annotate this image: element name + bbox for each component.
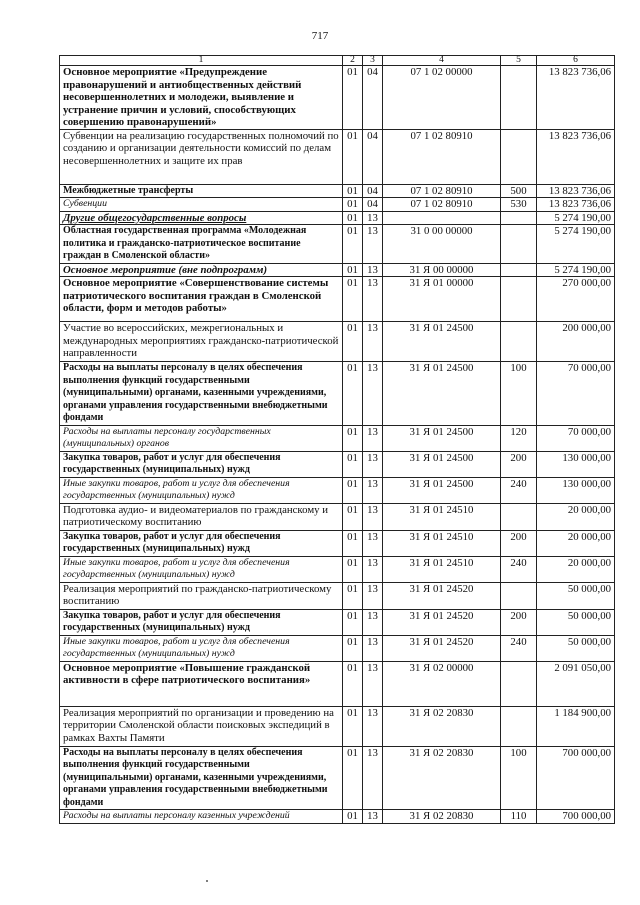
row-name-cell: Расходы на выплаты персоналу казенных учреждений — [60, 810, 343, 824]
row-value-cell-2: 01 — [343, 530, 363, 556]
row-value-cell-3: 04 — [363, 184, 383, 198]
row-value-cell-3: 04 — [363, 66, 383, 130]
row-value-cell-3: 13 — [363, 582, 383, 609]
table-row — [60, 477, 615, 503]
row-value-cell-2: 01 — [343, 362, 363, 426]
row-value-cell-3: 13 — [363, 635, 383, 661]
row-value-cell-3: 13 — [363, 706, 383, 746]
row-value-cell-2: 01 — [343, 582, 363, 609]
row-value-cell-4: 31 Я 00 00000 — [383, 263, 501, 277]
table-row — [60, 225, 615, 264]
scan-speck — [206, 880, 208, 882]
row-value-cell-3: 13 — [363, 277, 383, 322]
row-name-cell: Закупка товаров, работ и услуг для обеспечения государственных (муниципальных) нужд — [60, 451, 343, 477]
row-value-cell-5: 100 — [501, 746, 537, 810]
row-name-cell: Расходы на выплаты персоналу в целях обеспечения выполнения функций государственными (муниципальными) органами, казенными учреждениями, органами управления государственными внебюджетными фондами — [60, 362, 343, 426]
row-value-cell-2: 01 — [343, 635, 363, 661]
row-value-cell-5: 100 — [501, 362, 537, 426]
row-value-cell-2: 01 — [343, 66, 363, 130]
table-row — [60, 503, 615, 530]
row-value-cell-3: 13 — [363, 503, 383, 530]
row-value-cell-5: 240 — [501, 477, 537, 503]
row-value-cell-5 — [501, 225, 537, 264]
row-value-cell-4: 07 1 02 80910 — [383, 198, 501, 212]
row-name-cell: Участие во всероссийских, межрегиональных и международных мероприятиях гражданско-патриотической направленности — [60, 322, 343, 362]
row-value-cell-5 — [501, 211, 537, 225]
row-name-cell: Иные закупки товаров, работ и услуг для обеспечения государственных (муниципальных) нужд — [60, 477, 343, 503]
row-name-cell: Областная государственная программа «Молодежная политика и гражданско-патриотическое воспитание граждан в Смоленской области» — [60, 225, 343, 264]
row-value-cell-2: 01 — [343, 277, 363, 322]
row-value-cell-5 — [501, 706, 537, 746]
row-name-cell: Закупка товаров, работ и услуг для обеспечения государственных (муниципальных) нужд — [60, 530, 343, 556]
row-value-cell-2: 01 — [343, 263, 363, 277]
row-value-cell-2: 01 — [343, 556, 363, 582]
row-value-cell-4: 31 Я 01 24510 — [383, 530, 501, 556]
row-value-cell-2: 01 — [343, 198, 363, 212]
row-value-cell-4: 31 Я 02 00000 — [383, 661, 501, 706]
header-row — [60, 56, 615, 66]
row-value-cell-3: 13 — [363, 530, 383, 556]
row-value-cell-4: 31 Я 01 24500 — [383, 477, 501, 503]
row-name-cell: Реализация мероприятий по гражданско-патриотическому воспитанию — [60, 582, 343, 609]
table-row — [60, 263, 615, 277]
row-value-cell-4: 31 Я 01 24500 — [383, 425, 501, 451]
table-row — [60, 451, 615, 477]
table-row — [60, 556, 615, 582]
row-value-cell-6: 20 000,00 — [537, 503, 615, 530]
table-row — [60, 609, 615, 635]
row-value-cell-6: 130 000,00 — [537, 477, 615, 503]
row-value-cell-3: 04 — [363, 198, 383, 212]
table-row — [60, 706, 615, 746]
table-row — [60, 277, 615, 322]
row-value-cell-5: 200 — [501, 451, 537, 477]
row-value-cell-3: 13 — [363, 211, 383, 225]
row-value-cell-5 — [501, 66, 537, 130]
header-col-4: 4 — [383, 56, 501, 66]
row-name-cell: Межбюджетные трансферты — [60, 184, 343, 198]
table-row — [60, 129, 615, 184]
row-value-cell-2: 01 — [343, 211, 363, 225]
row-name-cell: Другие общегосударственные вопросы — [60, 211, 343, 225]
row-value-cell-2: 01 — [343, 225, 363, 264]
table-row — [60, 746, 615, 810]
header-col-3: 3 — [363, 56, 383, 66]
row-value-cell-6: 700 000,00 — [537, 810, 615, 824]
row-value-cell-2: 01 — [343, 810, 363, 824]
row-name-cell: Реализация мероприятий по организации и проведению на территории Смоленской области поисковых экспедиций в рамках Вахты Памяти — [60, 706, 343, 746]
row-name-cell: Расходы на выплаты персоналу государственных (муниципальных) органов — [60, 425, 343, 451]
row-value-cell-5 — [501, 129, 537, 184]
row-value-cell-5 — [501, 263, 537, 277]
table-row — [60, 198, 615, 212]
row-value-cell-5: 120 — [501, 425, 537, 451]
row-value-cell-3: 13 — [363, 609, 383, 635]
row-value-cell-6: 2 091 050,00 — [537, 661, 615, 706]
row-name-cell: Основное мероприятие «Повышение гражданской активности в сфере патриотического воспитания» — [60, 661, 343, 706]
row-value-cell-3: 13 — [363, 810, 383, 824]
row-value-cell-6: 50 000,00 — [537, 609, 615, 635]
row-value-cell-2: 01 — [343, 322, 363, 362]
row-value-cell-5 — [501, 322, 537, 362]
row-value-cell-4: 31 Я 01 24520 — [383, 609, 501, 635]
row-value-cell-3: 13 — [363, 556, 383, 582]
header-col-2: 2 — [343, 56, 363, 66]
row-value-cell-4: 31 Я 02 20830 — [383, 706, 501, 746]
row-value-cell-4: 07 1 02 00000 — [383, 66, 501, 130]
row-value-cell-2: 01 — [343, 425, 363, 451]
row-value-cell-6: 13 823 736,06 — [537, 66, 615, 130]
row-name-cell: Субвенции на реализацию государственных полномочий по созданию и организации деятельности комиссий по делам несовершеннолетних и защите их прав — [60, 129, 343, 184]
row-value-cell-3: 13 — [363, 263, 383, 277]
row-value-cell-3: 13 — [363, 225, 383, 264]
row-value-cell-2: 01 — [343, 661, 363, 706]
row-value-cell-5 — [501, 277, 537, 322]
row-name-cell: Подготовка аудио- и видеоматериалов по гражданскому и патриотическому воспитанию — [60, 503, 343, 530]
row-name-cell: Закупка товаров, работ и услуг для обеспечения государственных (муниципальных) нужд — [60, 609, 343, 635]
row-value-cell-3: 13 — [363, 322, 383, 362]
row-value-cell-5: 200 — [501, 609, 537, 635]
row-value-cell-6: 5 274 190,00 — [537, 225, 615, 264]
row-value-cell-2: 01 — [343, 503, 363, 530]
row-value-cell-4: 31 Я 02 20830 — [383, 810, 501, 824]
row-value-cell-5 — [501, 503, 537, 530]
row-value-cell-4: 31 Я 01 24500 — [383, 451, 501, 477]
row-value-cell-4 — [383, 211, 501, 225]
row-name-cell: Субвенции — [60, 198, 343, 212]
row-value-cell-6: 20 000,00 — [537, 530, 615, 556]
row-value-cell-4: 31 Я 01 24500 — [383, 362, 501, 426]
row-value-cell-6: 5 274 190,00 — [537, 263, 615, 277]
row-value-cell-2: 01 — [343, 477, 363, 503]
row-value-cell-6: 200 000,00 — [537, 322, 615, 362]
row-value-cell-6: 13 823 736,06 — [537, 129, 615, 184]
table-row — [60, 184, 615, 198]
row-name-cell: Основное мероприятие «Совершенствование системы патриотического воспитания граждан в Смоленской области, форм и методов работы» — [60, 277, 343, 322]
table-row — [60, 661, 615, 706]
row-name-cell: Иные закупки товаров, работ и услуг для обеспечения государственных (муниципальных) нужд — [60, 635, 343, 661]
row-value-cell-3: 04 — [363, 129, 383, 184]
row-value-cell-6: 13 823 736,06 — [537, 198, 615, 212]
row-value-cell-3: 13 — [363, 661, 383, 706]
row-value-cell-6: 70 000,00 — [537, 362, 615, 426]
row-value-cell-5: 500 — [501, 184, 537, 198]
row-value-cell-5: 110 — [501, 810, 537, 824]
row-value-cell-5: 200 — [501, 530, 537, 556]
row-value-cell-4: 31 Я 01 24520 — [383, 635, 501, 661]
header-col-1: 1 — [60, 56, 343, 66]
row-value-cell-4: 31 Я 01 24510 — [383, 503, 501, 530]
row-value-cell-3: 13 — [363, 425, 383, 451]
table-body — [60, 66, 615, 824]
row-value-cell-6: 1 184 900,00 — [537, 706, 615, 746]
row-name-cell: Основное мероприятие «Предупреждение правонарушений и антиобщественных действий несовершеннолетних и молодежи, выявление и устранение причин и условий, способствующих совершению правонарушений» — [60, 66, 343, 130]
row-value-cell-6: 270 000,00 — [537, 277, 615, 322]
table-row — [60, 635, 615, 661]
row-value-cell-2: 01 — [343, 451, 363, 477]
row-name-cell: Расходы на выплаты персоналу в целях обеспечения выполнения функций государственными (муниципальными) органами, казенными учреждениями, органами управления государственными внебюджетными фондами — [60, 746, 343, 810]
budget-table — [59, 55, 615, 824]
page-number: 717 — [311, 30, 329, 42]
row-value-cell-4: 07 1 02 80910 — [383, 129, 501, 184]
row-name-cell: Основное мероприятие (вне подпрограмм) — [60, 263, 343, 277]
row-value-cell-6: 70 000,00 — [537, 425, 615, 451]
row-value-cell-5: 240 — [501, 635, 537, 661]
row-value-cell-6: 50 000,00 — [537, 582, 615, 609]
row-value-cell-6: 50 000,00 — [537, 635, 615, 661]
row-value-cell-4: 07 1 02 80910 — [383, 184, 501, 198]
row-value-cell-6: 5 274 190,00 — [537, 211, 615, 225]
row-value-cell-5: 530 — [501, 198, 537, 212]
row-value-cell-5 — [501, 661, 537, 706]
table-row — [60, 66, 615, 130]
row-value-cell-4: 31 Я 01 24510 — [383, 556, 501, 582]
row-value-cell-2: 01 — [343, 706, 363, 746]
header-col-6: 6 — [537, 56, 615, 66]
table-row — [60, 425, 615, 451]
row-value-cell-4: 31 Я 02 20830 — [383, 746, 501, 810]
row-value-cell-6: 13 823 736,06 — [537, 184, 615, 198]
header-col-5: 5 — [501, 56, 537, 66]
table-row — [60, 322, 615, 362]
row-value-cell-3: 13 — [363, 362, 383, 426]
row-value-cell-5: 240 — [501, 556, 537, 582]
row-value-cell-4: 31 Я 01 24500 — [383, 322, 501, 362]
table-row — [60, 530, 615, 556]
row-value-cell-4: 31 0 00 00000 — [383, 225, 501, 264]
table-row — [60, 211, 615, 225]
table-row — [60, 582, 615, 609]
row-value-cell-2: 01 — [343, 746, 363, 810]
row-name-cell: Иные закупки товаров, работ и услуг для обеспечения государственных (муниципальных) нужд — [60, 556, 343, 582]
row-value-cell-2: 01 — [343, 609, 363, 635]
row-value-cell-5 — [501, 582, 537, 609]
table-row — [60, 362, 615, 426]
row-value-cell-3: 13 — [363, 746, 383, 810]
table-row — [60, 810, 615, 824]
row-value-cell-2: 01 — [343, 129, 363, 184]
row-value-cell-6: 20 000,00 — [537, 556, 615, 582]
row-value-cell-6: 700 000,00 — [537, 746, 615, 810]
row-value-cell-3: 13 — [363, 451, 383, 477]
row-value-cell-3: 13 — [363, 477, 383, 503]
row-value-cell-2: 01 — [343, 184, 363, 198]
row-value-cell-4: 31 Я 01 00000 — [383, 277, 501, 322]
row-value-cell-4: 31 Я 01 24520 — [383, 582, 501, 609]
row-value-cell-6: 130 000,00 — [537, 451, 615, 477]
